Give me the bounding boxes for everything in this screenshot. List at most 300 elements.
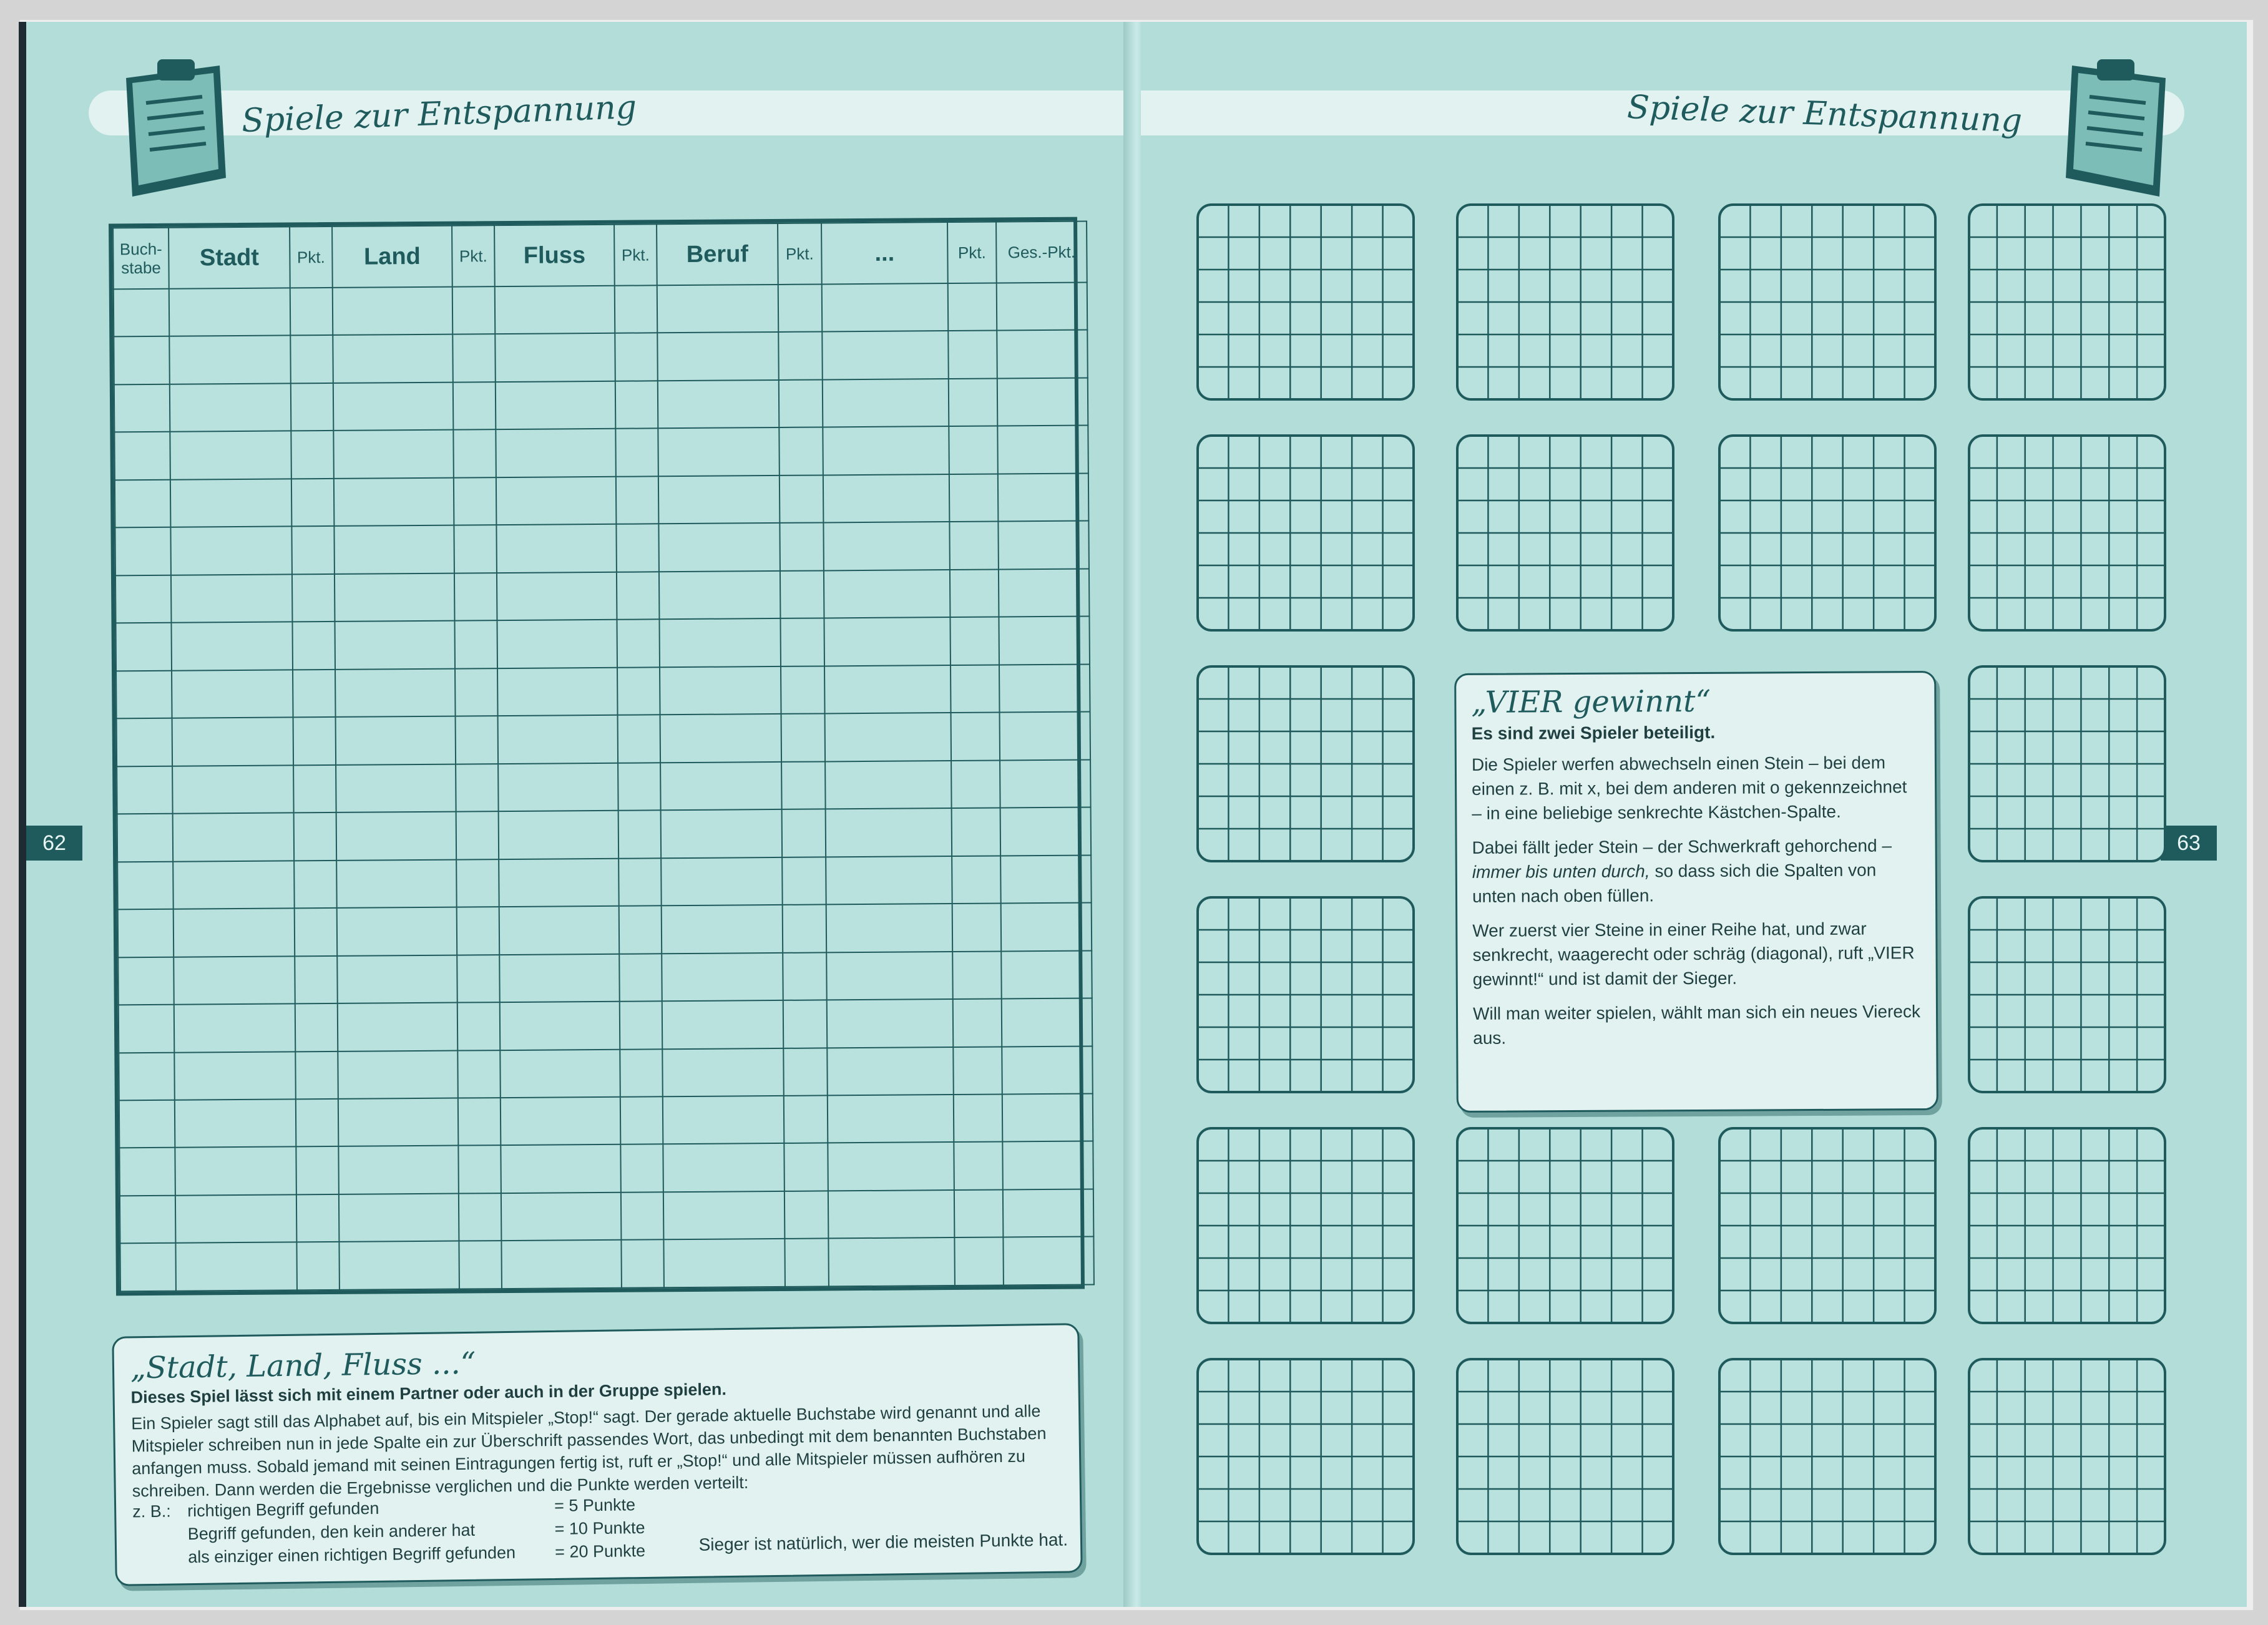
score-cell[interactable]	[293, 765, 336, 813]
score-cell[interactable]	[170, 479, 292, 527]
score-cell[interactable]	[825, 761, 952, 809]
score-cell[interactable]	[459, 1193, 502, 1241]
score-cell[interactable]	[998, 473, 1089, 521]
score-cell[interactable]	[294, 861, 337, 909]
score-cell[interactable]	[495, 333, 615, 382]
score-cell[interactable]	[115, 575, 172, 623]
score-cell[interactable]	[658, 523, 780, 572]
score-cell[interactable]	[499, 906, 620, 955]
vier-gewinnt-grid[interactable]	[1967, 895, 2167, 1094]
score-cell[interactable]	[295, 955, 338, 1003]
score-cell[interactable]	[497, 620, 617, 668]
score-cell[interactable]	[825, 713, 952, 761]
score-cell[interactable]	[169, 336, 291, 384]
score-cell[interactable]	[781, 714, 826, 762]
vier-gewinnt-grid[interactable]	[1196, 203, 1415, 401]
score-cell[interactable]	[453, 382, 496, 430]
score-cell[interactable]	[661, 857, 783, 906]
score-cell[interactable]	[457, 955, 500, 1003]
score-cell[interactable]	[615, 429, 658, 477]
score-cell[interactable]	[457, 907, 500, 955]
score-cell[interactable]	[663, 1191, 785, 1240]
score-cell[interactable]	[119, 1052, 175, 1100]
score-cell[interactable]	[824, 665, 951, 714]
score-cell[interactable]	[949, 378, 998, 426]
score-cell[interactable]	[1001, 903, 1092, 951]
score-cell[interactable]	[615, 333, 658, 381]
score-cell[interactable]	[174, 956, 295, 1005]
score-cell[interactable]	[828, 1142, 954, 1191]
score-cell[interactable]	[333, 334, 453, 383]
vier-gewinnt-grid[interactable]	[1718, 203, 1937, 401]
vier-gewinnt-grid[interactable]	[1196, 895, 1415, 1094]
score-cell[interactable]	[620, 1144, 663, 1193]
score-cell[interactable]	[663, 1239, 785, 1287]
score-cell[interactable]	[458, 1146, 501, 1194]
score-cell[interactable]	[660, 714, 782, 763]
score-cell[interactable]	[949, 426, 998, 474]
score-cell[interactable]	[334, 477, 454, 526]
score-cell[interactable]	[783, 1000, 828, 1048]
score-cell[interactable]	[114, 384, 170, 432]
score-cell[interactable]	[333, 287, 453, 336]
score-cell[interactable]	[175, 1147, 296, 1196]
score-cell[interactable]	[172, 670, 293, 718]
score-cell[interactable]	[336, 859, 457, 908]
score-cell[interactable]	[952, 904, 1002, 952]
score-cell[interactable]	[780, 570, 824, 618]
score-cell[interactable]	[784, 1143, 828, 1191]
score-cell[interactable]	[117, 718, 173, 766]
score-cell[interactable]	[496, 381, 616, 430]
vier-gewinnt-grid[interactable]	[1196, 665, 1415, 863]
score-cell[interactable]	[295, 908, 338, 956]
score-cell[interactable]	[500, 1049, 620, 1098]
score-cell[interactable]	[294, 812, 337, 861]
score-cell[interactable]	[117, 814, 174, 862]
score-cell[interactable]	[954, 1094, 1003, 1142]
score-cell[interactable]	[662, 1000, 784, 1049]
score-cell[interactable]	[823, 522, 950, 570]
score-cell[interactable]	[115, 480, 171, 528]
score-cell[interactable]	[778, 284, 823, 332]
score-cell[interactable]	[293, 717, 336, 765]
score-cell[interactable]	[780, 618, 824, 666]
col-land: Land	[332, 226, 452, 288]
score-cell[interactable]	[333, 383, 454, 431]
score-cell[interactable]	[823, 474, 950, 523]
score-cell[interactable]	[118, 909, 174, 957]
score-cell[interactable]	[175, 1099, 296, 1148]
score-cell[interactable]	[952, 808, 1001, 856]
score-cell[interactable]	[499, 811, 619, 859]
score-cell[interactable]	[657, 332, 779, 381]
points-text: als einziger einen richtigen Begriff gefunden	[188, 1543, 516, 1567]
score-cell[interactable]	[663, 1096, 785, 1144]
score-cell[interactable]	[295, 1003, 338, 1052]
vier-gewinnt-subtitle: Es sind zwei Spieler beteiligt.	[1471, 722, 1716, 743]
points-text: richtigen Begriff gefunden	[187, 1498, 379, 1521]
score-cell[interactable]	[827, 1047, 954, 1096]
score-table-row	[115, 617, 1089, 671]
score-cell[interactable]	[116, 671, 172, 719]
score-cell[interactable]	[452, 286, 496, 334]
score-cell[interactable]	[659, 618, 781, 667]
book-binding	[19, 22, 26, 1607]
score-cell[interactable]	[120, 1243, 176, 1291]
stadt-land-fluss-rules: Ein Spieler sagt still das Alphabet auf, bis ein Mitspieler „Stop!“ sagt. Der gerade aktuelle Buchstabe wird genannt und alle Mitspieler schreiben nun in jede Spalte ein zur Überschrift passendes Wort, das unbedingt mit dem benannten Buchstaben anfangen muss. Sobald jemand mit seinen Eintragungen fertig ist, ruft er „Stop!“ und alle Mitspieler müssen aufhören zu schreiben. Dann werden die Ergebnisse verglichen und die Punkte werden verteilt:	[131, 1402, 1047, 1501]
score-cell[interactable]	[617, 572, 660, 620]
score-cell[interactable]	[659, 571, 781, 620]
score-cell[interactable]	[949, 474, 999, 522]
score-cell[interactable]	[120, 1196, 176, 1244]
score-cell[interactable]	[119, 1100, 175, 1148]
score-cell[interactable]	[457, 1002, 501, 1050]
score-cell[interactable]	[828, 1237, 955, 1286]
clipboard-icon	[107, 47, 238, 203]
points-text: Begriff gefunden, den kein anderer hat	[187, 1520, 476, 1544]
score-cell[interactable]	[117, 766, 173, 814]
score-cell[interactable]	[826, 856, 952, 905]
score-cell[interactable]	[172, 718, 294, 766]
score-cell[interactable]	[999, 617, 1090, 665]
score-cell[interactable]	[338, 1098, 459, 1147]
score-cell[interactable]	[620, 1001, 663, 1049]
score-cell[interactable]	[618, 763, 661, 811]
score-cell[interactable]	[501, 1193, 622, 1241]
vier-gewinnt-grid[interactable]	[1967, 434, 2167, 632]
vier-gewinnt-grid[interactable]	[1196, 434, 1415, 632]
score-cell[interactable]	[174, 1003, 296, 1052]
score-cell[interactable]	[782, 857, 826, 905]
score-cell[interactable]	[785, 1191, 829, 1239]
score-cell[interactable]	[616, 476, 659, 524]
score-cell[interactable]	[456, 811, 499, 859]
vier-gewinnt-box	[1454, 671, 1938, 1113]
score-cell[interactable]	[337, 907, 457, 956]
score-cell[interactable]	[617, 620, 660, 668]
score-cell[interactable]	[954, 1189, 1004, 1237]
score-cell[interactable]	[779, 379, 823, 427]
score-cell[interactable]	[458, 1098, 501, 1146]
score-cell[interactable]	[780, 475, 824, 523]
col-pkt: Pkt.	[778, 223, 822, 284]
score-cell[interactable]	[455, 668, 498, 716]
score-cell[interactable]	[171, 622, 293, 671]
score-cell[interactable]	[951, 665, 1000, 713]
score-cell[interactable]	[824, 570, 951, 618]
score-cell[interactable]	[169, 288, 291, 336]
score-cell[interactable]	[948, 331, 997, 379]
score-cell[interactable]	[783, 905, 827, 953]
score-cell[interactable]	[1002, 998, 1093, 1046]
score-cell[interactable]	[335, 621, 455, 670]
score-cell[interactable]	[496, 429, 616, 477]
score-cell[interactable]	[779, 427, 823, 476]
score-cell[interactable]	[293, 670, 336, 718]
score-cell[interactable]	[338, 1050, 458, 1099]
score-cell[interactable]	[459, 1241, 502, 1289]
score-cell[interactable]	[291, 526, 335, 574]
score-cell[interactable]	[826, 808, 952, 857]
score-cell[interactable]	[457, 1050, 501, 1098]
score-cell[interactable]	[174, 1052, 296, 1100]
score-cell[interactable]	[496, 524, 617, 573]
score-table-row	[117, 759, 1090, 814]
score-cell[interactable]	[952, 951, 1002, 999]
score-cell[interactable]	[828, 1190, 955, 1239]
score-cell[interactable]	[619, 905, 662, 954]
score-cell[interactable]	[296, 1194, 340, 1242]
score-cell[interactable]	[175, 1194, 297, 1243]
score-cell[interactable]	[452, 334, 496, 383]
score-cell[interactable]	[456, 859, 499, 907]
score-cell[interactable]	[170, 383, 291, 432]
vier-gewinnt-grid[interactable]	[1196, 1126, 1415, 1325]
vier-gewinnt-grid[interactable]	[1455, 203, 1675, 401]
points-list	[132, 1487, 1069, 1569]
score-cell[interactable]	[824, 617, 951, 666]
score-cell[interactable]	[290, 288, 333, 336]
score-cell[interactable]	[496, 477, 617, 525]
score-cell[interactable]	[828, 1095, 954, 1143]
score-cell[interactable]	[454, 620, 497, 668]
score-cell[interactable]	[498, 763, 618, 811]
score-cell[interactable]	[997, 426, 1088, 474]
score-cell[interactable]	[823, 379, 949, 427]
score-cell[interactable]	[338, 1003, 458, 1052]
score-cell[interactable]	[948, 283, 997, 331]
score-cell[interactable]	[501, 1097, 621, 1146]
score-cell[interactable]	[658, 476, 780, 524]
score-cell[interactable]	[336, 716, 456, 765]
vier-gewinnt-p3: Wer zuerst vier Steine in einer Reihe hat, und zwar senkrecht, waagerecht oder schräg (diagonal), ruft „VIER gewinnt!“ und ist damit der Sieger.	[1472, 919, 1915, 989]
score-cell[interactable]	[1003, 1237, 1094, 1286]
score-cell[interactable]	[497, 572, 617, 621]
score-cell[interactable]	[114, 432, 170, 480]
score-cell[interactable]	[950, 617, 999, 665]
score-cell[interactable]	[453, 430, 496, 478]
score-cell[interactable]	[454, 573, 497, 621]
score-cell[interactable]	[823, 426, 949, 475]
score-cell[interactable]	[660, 666, 781, 715]
vier-gewinnt-grid[interactable]	[1196, 1357, 1415, 1556]
score-cell[interactable]	[119, 1148, 175, 1196]
score-table-row	[117, 808, 1091, 862]
score-cell[interactable]	[170, 527, 292, 575]
score-cell[interactable]	[620, 1049, 663, 1097]
score-cell[interactable]	[114, 289, 170, 337]
score-cell[interactable]	[997, 330, 1088, 378]
score-cell[interactable]	[658, 427, 780, 476]
score-table-row	[115, 521, 1088, 575]
vier-gewinnt-grid[interactable]	[1718, 1126, 1937, 1325]
score-cell[interactable]	[662, 952, 783, 1001]
score-cell[interactable]	[998, 521, 1089, 569]
score-cell[interactable]	[617, 667, 660, 715]
score-cell[interactable]	[826, 904, 953, 952]
score-cell[interactable]	[174, 908, 295, 957]
score-cell[interactable]	[618, 858, 662, 906]
score-cell[interactable]	[456, 716, 499, 764]
score-cell[interactable]	[822, 331, 949, 380]
score-cell[interactable]	[335, 573, 455, 622]
score-cell[interactable]	[1000, 712, 1091, 760]
score-cell[interactable]	[500, 1002, 620, 1050]
stadt-land-fluss-box	[112, 1323, 1082, 1586]
score-cell[interactable]	[292, 622, 335, 670]
score-cell[interactable]	[954, 1237, 1004, 1286]
score-cell[interactable]	[337, 955, 457, 1003]
right-page	[1141, 22, 2247, 1607]
score-cell[interactable]	[950, 569, 999, 617]
score-cell[interactable]	[781, 761, 826, 809]
score-table-row	[117, 712, 1090, 766]
score-cell[interactable]	[661, 809, 783, 858]
score-cell[interactable]	[951, 760, 1000, 808]
score-cell[interactable]	[660, 762, 782, 811]
score-cell[interactable]	[658, 380, 780, 429]
score-cell[interactable]	[499, 954, 620, 1002]
vier-gewinnt-grid[interactable]	[1967, 1126, 2167, 1325]
score-cell[interactable]	[618, 810, 662, 858]
score-cell[interactable]	[826, 952, 953, 1000]
vier-gewinnt-grid[interactable]	[1455, 1126, 1675, 1325]
score-cell[interactable]	[615, 285, 658, 333]
col-fluss: Fluss	[494, 225, 615, 286]
score-cell[interactable]	[1002, 1093, 1093, 1141]
score-cell[interactable]	[662, 1048, 784, 1096]
score-cell[interactable]	[662, 905, 783, 954]
score-cell[interactable]	[618, 715, 661, 763]
score-cell[interactable]	[784, 1095, 828, 1143]
score-cell[interactable]	[333, 430, 454, 479]
score-cell[interactable]	[620, 1096, 663, 1144]
score-cell[interactable]	[296, 1146, 339, 1194]
score-cell[interactable]	[497, 668, 618, 716]
score-cell[interactable]	[114, 336, 170, 384]
score-cell[interactable]	[115, 623, 172, 671]
score-cell[interactable]	[498, 715, 618, 764]
score-cell[interactable]	[621, 1240, 664, 1288]
score-table-row	[118, 950, 1092, 1005]
score-cell[interactable]	[335, 668, 456, 717]
score-cell[interactable]	[454, 525, 497, 573]
score-cell[interactable]	[785, 1239, 829, 1287]
score-cell[interactable]	[118, 957, 174, 1005]
score-cell[interactable]	[291, 383, 334, 431]
score-cell[interactable]	[663, 1143, 785, 1192]
score-cell[interactable]	[295, 1051, 338, 1099]
score-cell[interactable]	[291, 479, 335, 527]
score-cell[interactable]	[171, 574, 293, 623]
score-cell[interactable]	[952, 856, 1001, 904]
score-cell[interactable]	[1000, 808, 1092, 856]
score-cell[interactable]	[175, 1242, 297, 1291]
score-cell[interactable]	[454, 477, 497, 525]
page-header-title: Spiele zur Entspannung	[241, 88, 637, 140]
score-cell[interactable]	[615, 381, 658, 429]
score-cell[interactable]	[781, 666, 825, 714]
score-cell[interactable]	[1003, 1189, 1094, 1237]
score-cell[interactable]	[1000, 759, 1091, 808]
score-cell[interactable]	[501, 1240, 622, 1289]
score-cell[interactable]	[997, 282, 1088, 330]
score-cell[interactable]	[499, 858, 619, 907]
score-cell[interactable]	[951, 713, 1000, 761]
col-pkt: Pkt.	[452, 225, 495, 286]
score-cell[interactable]	[822, 283, 949, 332]
score-cell[interactable]	[1002, 1141, 1093, 1189]
col-buchstabe: Buch- stabe	[113, 228, 169, 290]
score-cell[interactable]	[953, 1047, 1002, 1095]
score-cell[interactable]	[119, 1005, 175, 1053]
score-cell[interactable]	[292, 574, 335, 622]
score-cell[interactable]	[334, 525, 454, 574]
vier-gewinnt-grid[interactable]	[1455, 1357, 1675, 1556]
score-cell[interactable]	[953, 999, 1002, 1047]
score-cell[interactable]	[782, 809, 826, 857]
score-cell[interactable]	[621, 1192, 664, 1240]
score-cell[interactable]	[778, 332, 823, 380]
vier-gewinnt-grid[interactable]	[1967, 203, 2167, 401]
score-cell[interactable]	[619, 954, 662, 1002]
score-cell[interactable]	[290, 335, 333, 383]
score-cell[interactable]	[339, 1241, 459, 1290]
score-cell[interactable]	[338, 1146, 459, 1194]
score-cell[interactable]	[117, 861, 174, 909]
score-cell[interactable]	[657, 285, 779, 333]
score-cell[interactable]	[780, 523, 824, 571]
col-pkt: Pkt.	[290, 227, 333, 288]
score-cell[interactable]	[616, 524, 659, 572]
score-cell[interactable]	[827, 999, 954, 1048]
score-cell[interactable]	[172, 765, 294, 814]
score-cell[interactable]	[495, 286, 615, 334]
score-cell[interactable]	[336, 812, 457, 861]
score-cell[interactable]	[954, 1142, 1003, 1190]
score-cell[interactable]	[783, 1048, 828, 1096]
score-cell[interactable]	[115, 527, 171, 575]
vier-gewinnt-grid[interactable]	[1967, 665, 2167, 863]
score-cell[interactable]	[501, 1144, 621, 1193]
vier-gewinnt-grid[interactable]	[1718, 1357, 1937, 1556]
vier-gewinnt-grid[interactable]	[1967, 1357, 2167, 1556]
vier-gewinnt-grid[interactable]	[1455, 434, 1675, 632]
score-cell[interactable]	[336, 764, 456, 812]
score-cell[interactable]	[173, 813, 295, 862]
score-cell[interactable]	[456, 764, 499, 812]
score-cell[interactable]	[291, 431, 334, 479]
score-cell[interactable]	[296, 1242, 340, 1290]
vier-gewinnt-grid[interactable]	[1718, 434, 1937, 632]
col-custom: ...	[821, 222, 948, 284]
score-cell[interactable]	[296, 1099, 339, 1147]
score-cell[interactable]	[949, 522, 999, 570]
score-cell[interactable]	[999, 664, 1090, 712]
score-cell[interactable]	[997, 378, 1088, 426]
score-cell[interactable]	[339, 1193, 459, 1242]
score-cell[interactable]	[999, 569, 1090, 617]
score-cell[interactable]	[170, 431, 291, 480]
score-cell[interactable]	[173, 861, 295, 909]
score-cell[interactable]	[1002, 1046, 1093, 1094]
score-cell[interactable]	[783, 952, 827, 1000]
score-table-row	[120, 1189, 1093, 1243]
score-cell[interactable]	[1000, 855, 1092, 903]
vier-gewinnt-p1: Die Spieler werfen abwechseln einen Stein – bei dem einen z. B. mit x, bei dem anderen mit o gekennzeichnet – in eine beliebige senkrechte Kästchen-Spalte.	[1471, 753, 1907, 823]
score-cell[interactable]	[1001, 950, 1092, 998]
